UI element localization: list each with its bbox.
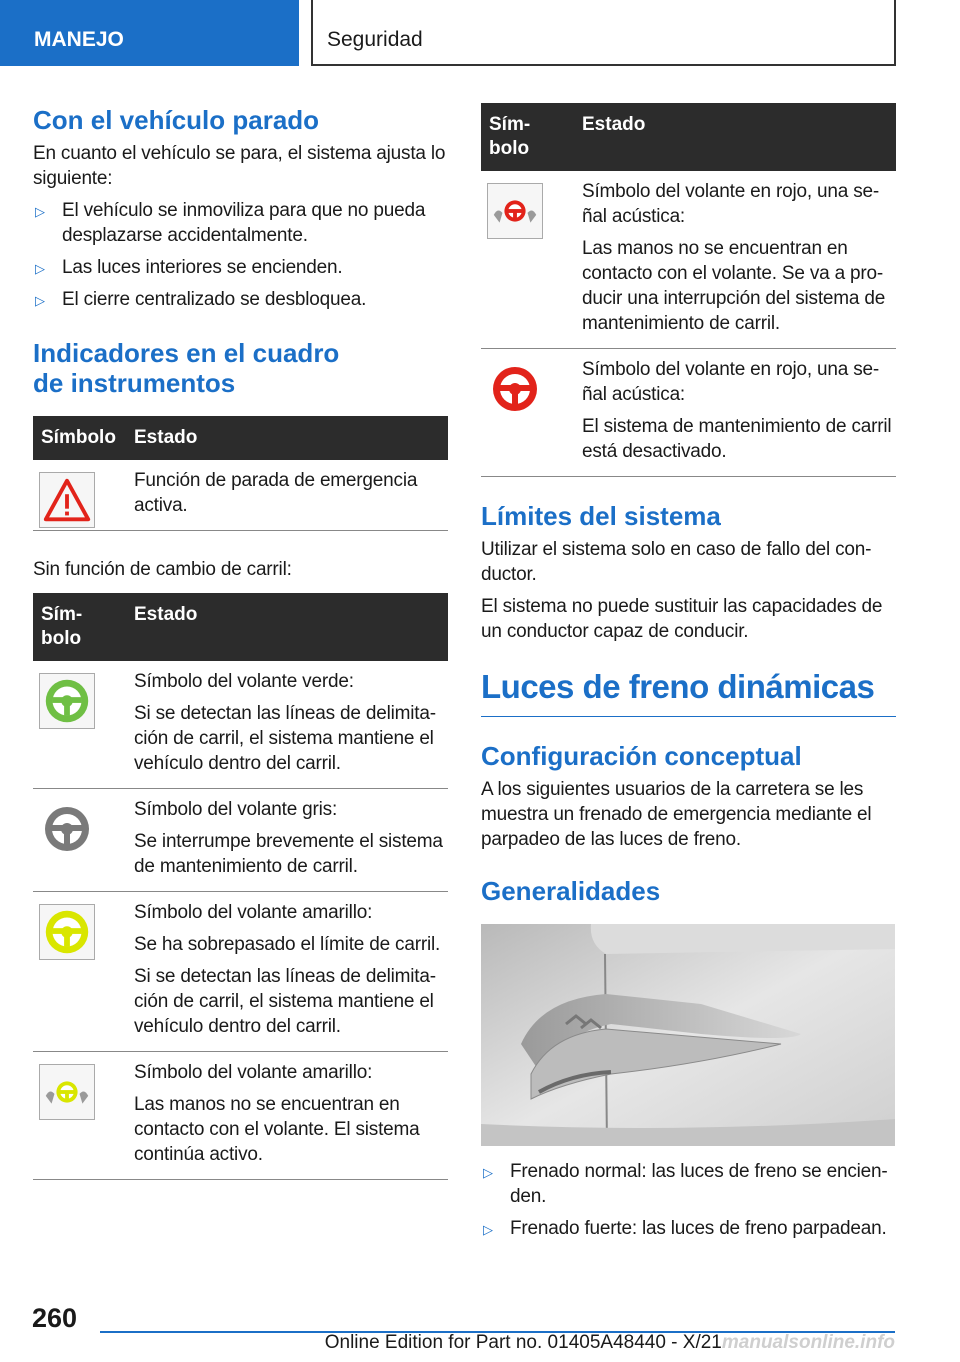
table-row xyxy=(33,661,448,789)
triangle-bullet-icon: ▷ xyxy=(35,261,45,276)
paragraph-sin-funcion: Sin función de cambio de carril: xyxy=(33,559,292,580)
table-row xyxy=(33,1052,448,1180)
steering-wheel-red-icon xyxy=(487,361,543,417)
status-cell: Símbolo del volante amarillo: Las manos no se encuentran en contacto con el volante. El sistema continúa activo. xyxy=(126,1052,448,1180)
list-item: ▷ Frenado normal: las luces de freno se encienden. xyxy=(483,1161,888,1207)
list-item: ▷ El vehículo se inmoviliza para que no pueda desplazarse accidentalmente. xyxy=(35,200,426,246)
left-column xyxy=(33,100,448,1180)
triangle-bullet-icon: ▷ xyxy=(483,1165,493,1180)
column-header-estado: Estado xyxy=(574,103,896,171)
column-header-estado: Estado xyxy=(126,593,448,661)
status-cell: Símbolo del volante en rojo, una señal acústica: El sistema de mantenimiento de carril está desactivado. xyxy=(574,349,896,477)
page-number: 260 xyxy=(32,1303,78,1333)
triangle-bullet-icon: ▷ xyxy=(35,204,45,219)
brake-light-photo xyxy=(481,924,895,1146)
status-cell: Símbolo del volante verde: Si se detectan las líneas de delimitación de carril, el sistema mantiene el vehículo dentro del carril. xyxy=(126,661,448,789)
hands-off-table xyxy=(481,103,896,477)
table-row xyxy=(481,349,896,477)
indicator-table xyxy=(33,416,448,531)
table-row xyxy=(33,892,448,1052)
heading-configuracion: Configuración conceptual xyxy=(481,741,802,771)
footer-edition: Online Edition for Part no. 01405A48440 - X/21manualsonline.info xyxy=(324,1332,895,1353)
table-header-row xyxy=(33,416,448,460)
status-cell: Símbolo del volante en rojo, una señal acústica: Las manos no se encuentran en contacto con el volante. Se va a producir una interrupción del sistema de mantenimiento de carril. xyxy=(574,171,896,349)
table-row xyxy=(33,460,448,531)
list-item: ▷ El cierre centralizado se desbloquea. xyxy=(33,287,448,312)
heading-vehiculo-parado: Con el vehículo parado xyxy=(33,105,320,135)
triangle-bullet-icon: ▷ xyxy=(35,293,45,308)
column-header-simbolo: Sím- bolo xyxy=(33,593,126,661)
status-cell: Símbolo del volante amarillo: Se ha sobrepasado el límite de carril. Si se detectan las líneas de delimitación de carril, el sistema mantiene el vehículo dentro del carril. xyxy=(126,892,448,1052)
status-cell: Función de parada de emergencia activa. xyxy=(126,460,448,531)
paragraph-limites-2: El sistema no puede sustituir las capacidades de un conductor capaz de conducir. xyxy=(481,596,883,642)
paragraph-limites-1: Utilizar el sistema solo en caso de fallo del conductor. xyxy=(481,539,872,585)
steering-wheel-green-icon xyxy=(39,673,95,729)
steering-wheel-yellow-icon xyxy=(39,904,95,960)
right-column xyxy=(481,103,896,1241)
heading-indicadores: Indicadores en el cuadro de instrumentos xyxy=(33,338,340,398)
table-header-row xyxy=(481,103,896,171)
lane-keeping-table xyxy=(33,593,448,1180)
table-row xyxy=(481,171,896,349)
status-cell: Símbolo del volante gris: Se interrumpe brevemente el sistema de mantenimiento de carril. xyxy=(126,789,448,892)
heading-luces-freno: Luces de freno dinámicas xyxy=(481,668,896,717)
watermark: manualsonline.info xyxy=(721,1332,895,1353)
emergency-warning-triangle-icon xyxy=(39,472,95,528)
paragraph-configuracion: A los siguientes usuarios de la carretera se les muestra un frenado de emergencia mediante el parpadeo de las luces de freno. xyxy=(481,779,872,850)
bullet-list-freno xyxy=(481,1159,896,1241)
page-header xyxy=(0,0,960,66)
heading-limites: Límites del sistema xyxy=(481,501,721,531)
paragraph-parado: En cuanto el vehículo se para, el sistema ajusta lo siguiente: xyxy=(33,143,446,189)
triangle-bullet-icon: ▷ xyxy=(483,1222,493,1237)
column-header-simbolo: Sím- bolo xyxy=(481,103,574,171)
heading-generalidades: Generalidades xyxy=(481,876,661,906)
list-item: ▷ Las luces interiores se encienden. xyxy=(33,255,448,280)
bullet-list-parado xyxy=(33,198,448,312)
steering-wheel-grey-icon xyxy=(39,801,95,857)
list-item: ▷ Frenado fuerte: las luces de freno parpadean. xyxy=(481,1216,896,1241)
column-header-simbolo: Símbolo xyxy=(33,416,126,460)
table-header-row xyxy=(33,593,448,661)
hands-on-wheel-yellow-icon xyxy=(39,1064,95,1120)
hands-on-wheel-red-icon xyxy=(487,183,543,239)
table-row xyxy=(33,789,448,892)
column-header-estado: Estado xyxy=(126,416,448,460)
section-tab: MANEJO xyxy=(0,0,299,66)
chapter-tab: Seguridad xyxy=(311,0,896,66)
